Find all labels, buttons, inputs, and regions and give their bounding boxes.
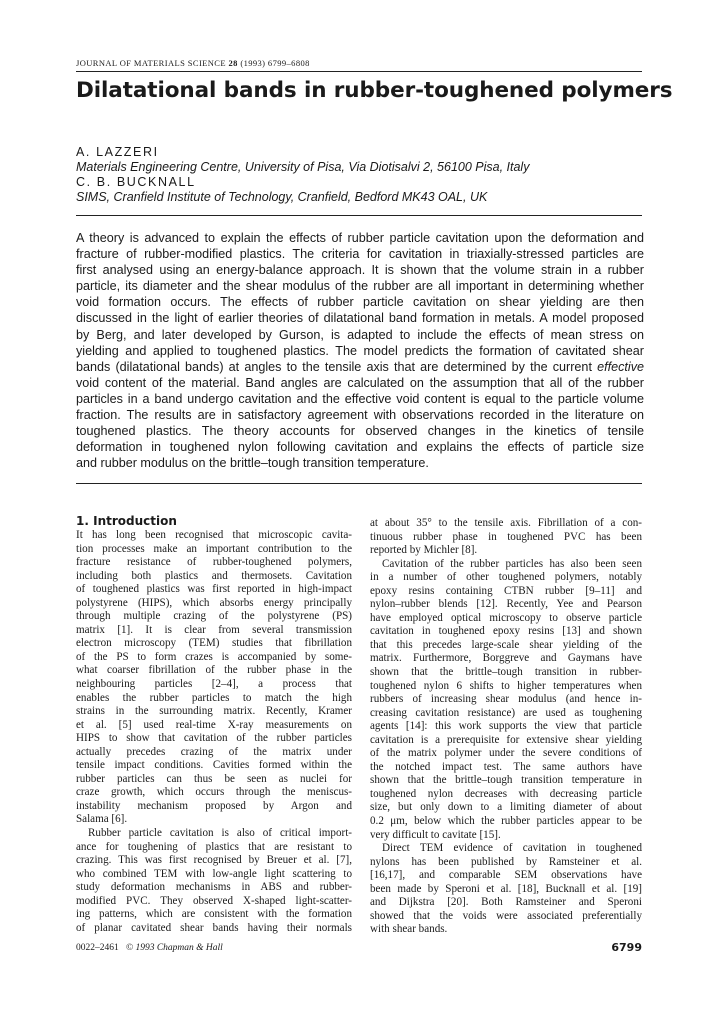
left-col-line: through multiple crazing of the polystyrene (PS) [76, 610, 352, 623]
abstract-line: particles in a band undergo cavitation and the effective void content is equal to the particle volume [76, 391, 644, 406]
right-col-line: with shear bands. [370, 923, 448, 936]
left-col-line: Rubber particle cavitation is also of critical import- [88, 827, 352, 840]
left-col-line: electron microscopy (TEM) studies that fibrillation [76, 637, 352, 650]
left-col-line: crazing. This was first recognised by Breuer et al. [7], [76, 854, 352, 867]
right-col-line: very difficult to cavitate [15]. [370, 828, 501, 841]
left-col-line: It has long been recognised that microscopic cavita- [76, 529, 352, 541]
right-col-line: agents [14]: this work supports the view that particle [370, 720, 642, 733]
right-col-line: [16,17], and comparable SEM observations have [370, 869, 642, 882]
abstract-line: A theory is advanced to explain the effects of rubber particle cavitation upon the deformation and [76, 231, 644, 245]
abstract [76, 230, 644, 471]
right-col-line: at about 35° to the tensile axis. Fibrillation of a con- [370, 517, 642, 529]
left-col-line: neighbouring particles [2–4], a process that [76, 678, 352, 691]
abstract-line: discussed in the light of earlier theories of dilatational band formation in metals. A model proposed [76, 311, 644, 326]
abstract-bottom-rule [76, 483, 642, 484]
right-col-line: size, but only down to a limiting diameter of about [370, 801, 642, 814]
right-col-line: Direct TEM evidence of cavitation in toughened [382, 842, 642, 855]
abstract-line: bands (dilatational bands) at angles to the tensile axis that are determined by the current effective [76, 359, 644, 374]
left-col-line: what coarser fibrillation of the rubber phase in the [76, 664, 352, 677]
page-number: 6799 [611, 941, 642, 954]
journal-header [76, 58, 642, 68]
abstract-line: yielding and applied to toughened plastics. The model predicts the formation of cavitated shear [76, 343, 644, 358]
right-col-line: toughened nylon 6 shifts to higher temperatures when [370, 679, 642, 692]
left-col-line: modified PVC. They observed X-shaped light-scatter- [76, 894, 352, 907]
right-column [370, 517, 642, 937]
left-col-line: study deformation mechanisms in ABS and rubber- [76, 881, 352, 894]
left-col-line: HIPS to show that cavitation of the rubber particles [76, 732, 352, 745]
right-col-line: that this precedes large-scale shear yielding of the [370, 638, 642, 651]
right-col-line: cavitation in toughened epoxy resins [13] and shown [370, 625, 642, 638]
right-col-line: have employed optical microscopy to observe particle [370, 611, 642, 624]
abstract-line: toughened plastics. The theory accounts for observed changes in the kinetics of tensile [76, 424, 644, 439]
right-col-line: and Dijkstra [20]. Both Ramsteiner and Speroni [370, 896, 642, 909]
right-col-line: nylons has been published by Ramsteiner et al. [370, 855, 642, 868]
issn-code: 0022–2461 [76, 943, 119, 953]
right-col-line: reported by Michler [8]. [370, 544, 478, 557]
abstract-top-rule [76, 215, 642, 216]
right-col-line: shown that the brittle–tough transition in rubber- [370, 666, 642, 679]
abstract-line: by Berg, and later developed by Gurson, is adapted to include the effects of mean stress on [76, 327, 644, 342]
abstract-line: fraction. The results are in satisfactory agreement with observations recorded in the literature on [76, 408, 644, 423]
author-name: A. LAZZERI [76, 145, 159, 159]
right-col-line: been made by Speroni et al. [18], Bucknall et al. [19] [370, 882, 642, 895]
author-affiliation: SIMS, Cranfield Institute of Technology, Cranfield, Bedford MK43 OAL, UK [76, 190, 488, 204]
abstract-line: and rubber modulus on the brittle–tough transition temperature. [76, 456, 429, 471]
header-rule [76, 71, 642, 72]
right-col-line: tinuous rubber phase in toughened PVC has been [370, 530, 642, 543]
left-col-line: actually precedes crazing of the matrix under [76, 745, 352, 758]
paper-title: Dilatational bands in rubber-toughened polymers [76, 78, 673, 103]
left-col-line: fracture resistance of rubber-toughened polymers, [76, 556, 352, 569]
abstract-line: void formation occurs. The effects of rubber particle cavitation on shear yielding are then [76, 295, 644, 310]
left-col-line: enables the rubber particles to match the high [76, 691, 352, 704]
left-col-line: strains in the surrounding matrix. Recently, Kramer [76, 705, 352, 718]
left-col-line: of the PS to form crazes is accompanied by some- [76, 650, 352, 663]
right-col-line: Cavitation of the rubber particles has also been seen [382, 557, 642, 570]
right-col-line: rubbers of increasing shear modulus (and hence in- [370, 693, 642, 706]
abstract-line: fracture of rubber-modified plastics. The criteria for cavitation in triaxially-stressed particles are [76, 247, 644, 262]
abstract-emphasis: effective [597, 359, 644, 374]
left-col-line: instability mechanism proposed by Argon and [76, 799, 352, 812]
right-col-line: of the matrix polymer under the severe conditions of [370, 747, 642, 760]
right-col-line: shown that the brittle–tough transition temperature in [370, 774, 642, 787]
page-footer [76, 943, 642, 953]
author-name: C. B. BUCKNALL [76, 175, 196, 189]
right-col-line: toughened nylon decreases with decreasing particle [370, 787, 642, 800]
left-col-line: of toughened plastics was first reported in high-impact [76, 583, 352, 596]
left-col-line: tensile impact conditions. Cavities formed within the [76, 759, 352, 772]
left-col-line: tion processes make an important contribution to the [76, 542, 352, 555]
journal-pages: (1993) 6799–6808 [237, 58, 310, 68]
left-col-line: Salama [6]. [76, 813, 128, 826]
right-col-line: nylon–rubber blends [12]. Recently, Yee and Pearson [370, 598, 642, 611]
right-col-line: in a number of other toughened polymers, notably [370, 571, 642, 584]
left-col-line: polystyrene (HIPS), which absorbs energy principally [76, 596, 352, 609]
abstract-line: void content of the material. Band angles are calculated on the assumption that all of the rubber [76, 375, 644, 390]
left-col-line: rubber particles can thus be seen as nuclei for [76, 772, 352, 785]
left-col-line: craze growth, which occurs through the meniscus- [76, 786, 352, 799]
right-col-line: creasing cavitation resistance) are used as toughening [370, 706, 642, 719]
left-col-line: ance for toughening of plastics that are resistant to [76, 840, 352, 853]
journal-name: JOURNAL OF MATERIALS SCIENCE [76, 58, 229, 68]
right-col-line: matrix. Furthermore, Borggreve and Gaymans have [370, 652, 642, 665]
left-column [76, 514, 352, 935]
authors-block [76, 145, 676, 205]
left-col-line: of planar cavitated shear bands having their normals [76, 921, 352, 934]
abstract-line: deformation in toughened nylon following cavitation and explains the effects of particle size [76, 440, 644, 455]
abstract-line: particle, its diameter and the shear modulus of the rubber are all important in determining whether [76, 279, 644, 294]
left-col-line: matrix [1]. It is clear from several transmission [76, 623, 352, 636]
author-affiliation: Materials Engineering Centre, University of Pisa, Via Diotisalvi 2, 56100 Pisa, Italy [76, 160, 530, 174]
section-heading: 1. Introduction [76, 514, 177, 528]
left-col-line: including both plastics and thermosets. Cavitation [76, 569, 352, 582]
right-col-line: epoxy resins containing CTBN rubber [9–11] and [370, 584, 642, 597]
right-col-line: 0.2 μm, below which the rubber particles appear to be [370, 815, 642, 828]
abstract-line: first analysed using an energy-balance approach. It is shown that the volume strain in a rubber [76, 263, 644, 278]
journal-volume: 28 [228, 58, 238, 68]
right-col-line: showed that the voids were associated preferentially [370, 909, 642, 922]
left-col-line: ing patterns, which are consistent with the formation [76, 908, 352, 921]
right-col-line: the notched impact test. The same authors have [370, 760, 642, 773]
copyright: © 1993 Chapman & Hall [125, 943, 223, 953]
right-col-line: cavitation is a prerequisite for extensive shear yielding [370, 733, 642, 746]
left-col-line: et al. [5] used real-time X-ray measurements on [76, 718, 352, 731]
left-col-line: who combined TEM with low-angle light scattering to [76, 867, 352, 880]
